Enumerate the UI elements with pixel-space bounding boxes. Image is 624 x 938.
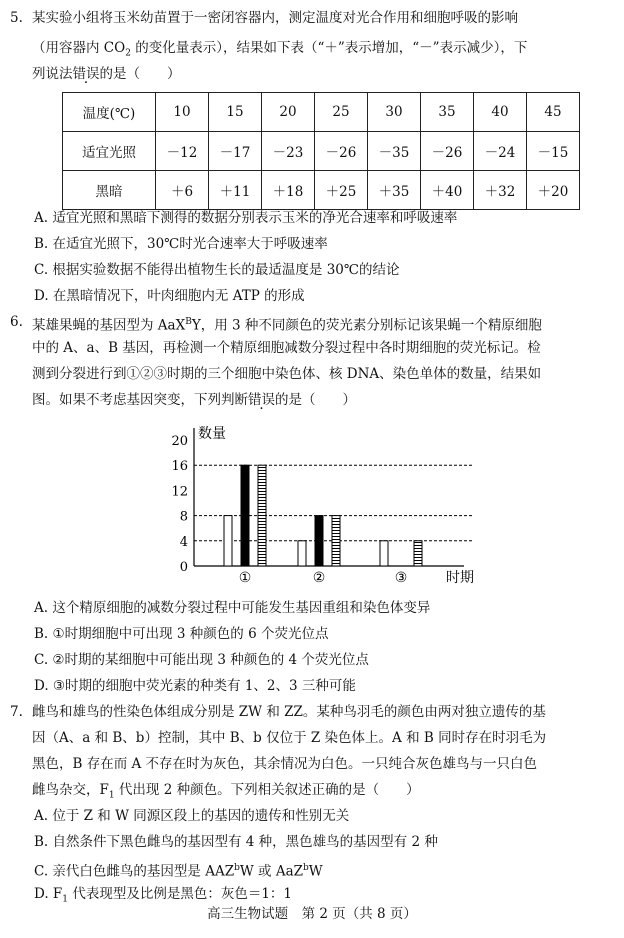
table-row bbox=[63, 171, 580, 210]
bar bbox=[258, 465, 266, 566]
y-tick-label: 8 bbox=[179, 509, 188, 525]
table-cell: －26 bbox=[421, 132, 474, 171]
page-footer: 高三生物试题 第 2 页（共 8 页） bbox=[207, 906, 417, 922]
table-cell: －15 bbox=[527, 132, 580, 171]
table-row-label: 适宜光照 bbox=[63, 132, 156, 171]
category-label: ① bbox=[238, 570, 252, 586]
q7-option-a: A. 位于 Z 和 W 同源区段上的基因的遗传和性别无关 bbox=[34, 808, 350, 824]
table-cell: 25 bbox=[315, 93, 368, 132]
table-cell: ＋32 bbox=[474, 171, 527, 210]
y-tick-label: 4 bbox=[179, 534, 188, 550]
q6-option-b: B. ①时期细胞中可出现 3 种颜色的 6 个荧光位点 bbox=[34, 626, 329, 642]
q6-stem-line4: 图。如果不考虑基因突变，下列判断错误的是（ ） bbox=[32, 392, 356, 408]
bar bbox=[298, 541, 306, 566]
bar bbox=[224, 516, 232, 566]
q7-stem-line4: 雌鸟杂交，$F_1$ 代出现 2 种颜色。下列相关叙述正确的是（ ） bbox=[32, 782, 420, 801]
q6-option-a: A. 这个精原细胞的减数分裂过程中可能发生基因重组和染色体变异 bbox=[34, 600, 431, 616]
emphasis-mark: 错误 bbox=[72, 66, 100, 82]
table-cell: ＋35 bbox=[368, 171, 421, 210]
table-cell: ＋11 bbox=[209, 171, 262, 210]
q7-stem-line2: 因（A、a 和 B、b）控制，其中 B、b 仅位于 Z 染色体上。A 和 B 同时存在时羽毛为 bbox=[32, 730, 547, 746]
table-cell: －24 bbox=[474, 132, 527, 171]
table-cell: 45 bbox=[527, 93, 580, 132]
x-axis-label: 时期 bbox=[446, 570, 474, 586]
bar bbox=[241, 465, 249, 566]
table-header-row bbox=[63, 93, 580, 132]
table-row bbox=[63, 132, 580, 171]
bar bbox=[414, 541, 422, 566]
table-cell: －12 bbox=[156, 132, 209, 171]
y-tick-label: 0 bbox=[179, 560, 188, 575]
q5-option-c: C. 根据实验数据不能得出植物生长的最适温度是 30℃的结论 bbox=[34, 262, 400, 278]
y-tick-label: 12 bbox=[171, 484, 188, 500]
table-cell: 15 bbox=[209, 93, 262, 132]
table-cell: －17 bbox=[209, 132, 262, 171]
table-row-label: 黑暗 bbox=[63, 171, 156, 210]
q6-number: 6. bbox=[10, 314, 23, 330]
table-cell: 10 bbox=[156, 93, 209, 132]
table-cell: －23 bbox=[262, 132, 315, 171]
bar bbox=[380, 541, 388, 566]
bar-chart bbox=[150, 410, 474, 590]
q5-number: 5. bbox=[10, 10, 23, 26]
temperature-table bbox=[62, 92, 580, 210]
y-tick-label: 16 bbox=[171, 459, 188, 475]
table-header-label: 温度(℃) bbox=[63, 93, 156, 132]
table-cell: 30 bbox=[368, 93, 421, 132]
q6-option-c: C. ②时期的某细胞中可能出现 3 种颜色的 4 个荧光位点 bbox=[34, 652, 369, 668]
table-cell: －35 bbox=[368, 132, 421, 171]
q7-stem-line3: 黑色，B 存在而 A 不存在时为灰色，其余情况为白色。一只纯合灰色雄鸟与一只白色 bbox=[32, 756, 538, 772]
table-cell: 40 bbox=[474, 93, 527, 132]
table-cell: －26 bbox=[315, 132, 368, 171]
table-cell: ＋6 bbox=[156, 171, 209, 210]
y-tick-label: 20 bbox=[171, 434, 188, 449]
emphasis-mark: 错误 bbox=[248, 392, 275, 408]
q5-option-d: D. 在黑暗情况下，叶肉细胞内无 ATP 的形成 bbox=[34, 288, 305, 304]
y-axis-label: 数量 bbox=[198, 426, 226, 442]
bar bbox=[315, 516, 323, 566]
q6-stem-line3: 测到分裂进行到①②③时期的三个细胞中染色体、核 DNA、染色单体的数量，结果如 bbox=[32, 366, 542, 382]
q5-option-a: A. 适宜光照和黑暗下测得的数据分别表示玉米的净光合速率和呼吸速率 bbox=[34, 210, 458, 226]
table-cell: ＋20 bbox=[527, 171, 580, 210]
table-cell: ＋25 bbox=[315, 171, 368, 210]
q7-option-b: B. 自然条件下黑色雌鸟的基因型有 4 种，黑色雄鸟的基因型有 2 种 bbox=[34, 834, 438, 850]
q7-number: 7. bbox=[10, 704, 23, 720]
category-label: ③ bbox=[394, 570, 408, 586]
q7-option-c: C. 亲代白色雌鸟的基因型是 AAZ$^b$W 或 AaZ$^b$W bbox=[34, 863, 323, 880]
q6-option-d: D. ③时期的细胞中荧光素的种类有 1、2、3 三种可能 bbox=[34, 678, 356, 694]
category-label: ② bbox=[312, 570, 326, 586]
q5-stem-line3: 列说法错误的是（ ） bbox=[32, 66, 181, 82]
table-cell: 35 bbox=[421, 93, 474, 132]
q5-option-b: B. 在适宜光照下，30℃时光合速率大于呼吸速率 bbox=[34, 236, 328, 252]
q6-stem-line2: 中的 A、a、B 基因，再检测一个精原细胞减数分裂过程中各时期细胞的荧光标记。检 bbox=[32, 340, 541, 356]
table-cell: 20 bbox=[262, 93, 315, 132]
bar bbox=[332, 516, 340, 566]
q7-option-d: D. $F_1$ 代表现型及比例是黑色：灰色＝1：1 bbox=[34, 886, 293, 905]
table-cell: ＋40 bbox=[421, 171, 474, 210]
q5-stem-line2: （用容器内 $CO_2$ 的变化量表示），结果如下表（“＋”表示增加，“－”表示减少），下 bbox=[32, 40, 528, 59]
table-cell: ＋18 bbox=[262, 171, 315, 210]
